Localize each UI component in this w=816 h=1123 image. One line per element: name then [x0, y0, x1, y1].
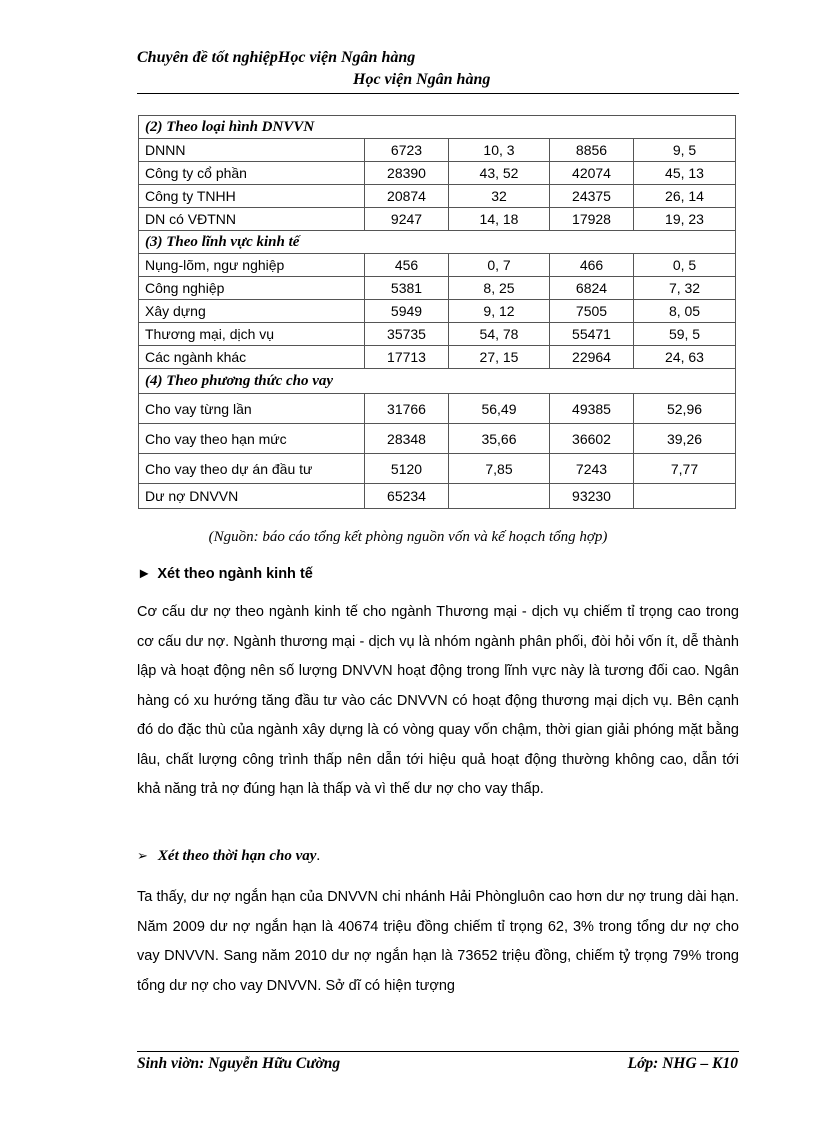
- cell: 52,96: [634, 394, 736, 424]
- row-label: Nụng-lõm, ngư nghiệp: [139, 254, 365, 277]
- body-paragraph: Cơ cấu dư nợ theo ngành kinh tế cho ngành Thương mại - dịch vụ chiếm tỉ trọng cao trong cơ cấu dư nợ. Ngành thương mại - dịch vụ là nhóm ngành phân phối, đòi hỏi vốn ít, dễ thành lập và hoạt động nên số lượng DNVVN hoạt động trong lĩnh vực này là tương đối cao. Ngân hàng có xu hướng tăng đầu tư vào các DNVVN có hoạt động thương mại dịch vụ. Bên cạnh đó do đặc thù của ngành xây dựng là có vòng quay vốn chậm, thời gian giải phóng mặt bằng lâu, chất lượng công trình thấp nên dẫn tới hiệu quả hoạt động thường không cao, dẫn tới khả năng trả nợ đúng hạn là thấp và vì thế dư nợ cho vay thấp.: [137, 604, 739, 797]
- table-row: [139, 346, 736, 369]
- cell: 43, 52: [449, 162, 550, 185]
- heading-period: .: [316, 848, 321, 864]
- cell: 7,77: [634, 454, 736, 484]
- cell: 7,85: [449, 454, 550, 484]
- row-label: Thương mại, dịch vụ: [139, 323, 365, 346]
- cell: 24375: [550, 185, 634, 208]
- footer-student: Sinh viờn: Nguyễn Hữu Cường: [137, 1055, 341, 1072]
- cell: [449, 484, 550, 509]
- cell: 5120: [365, 454, 449, 484]
- section-header-row: [139, 116, 736, 139]
- row-label: Cho vay theo hạn mức: [139, 424, 365, 454]
- cell: 8856: [550, 139, 634, 162]
- cell: 0, 7: [449, 254, 550, 277]
- row-label: Xây dựng: [139, 300, 365, 323]
- cell: 17713: [365, 346, 449, 369]
- row-label: Công nghiệp: [139, 277, 365, 300]
- cell: 8, 25: [449, 277, 550, 300]
- cell: 93230: [550, 484, 634, 509]
- cell: 56,49: [449, 394, 550, 424]
- table-row: [139, 254, 736, 277]
- cell: 31766: [365, 394, 449, 424]
- cell: 6723: [365, 139, 449, 162]
- cell: 54, 78: [449, 323, 550, 346]
- row-label: Cho vay theo dự án đầu tư: [139, 454, 365, 484]
- footer-class: Lớp: NHG – K10: [627, 1055, 738, 1072]
- cell: 65234: [365, 484, 449, 509]
- row-label: DN có VĐTNN: [139, 208, 365, 231]
- row-label: Công ty cổ phần: [139, 162, 365, 185]
- header-title-line2: Học viện Ngân hàng: [353, 71, 491, 88]
- cell: 7243: [550, 454, 634, 484]
- row-label: Dư nợ DNVVN: [139, 484, 365, 509]
- section-title: (2) Theo loại hình DNVVN: [139, 116, 736, 139]
- cell: 14, 18: [449, 208, 550, 231]
- section-header-row: [139, 369, 736, 394]
- cell: 10, 3: [449, 139, 550, 162]
- table-row: [139, 277, 736, 300]
- row-label: Công ty TNHH: [139, 185, 365, 208]
- cell: 456: [365, 254, 449, 277]
- cell: 45, 13: [634, 162, 736, 185]
- section-heading-text: Xét theo thời hạn cho vay: [157, 848, 317, 864]
- header-title-line1: Chuyên đề tốt nghiệpHọc viện Ngân hàng: [137, 49, 416, 66]
- table-total-row: [139, 484, 736, 509]
- cell: 35,66: [449, 424, 550, 454]
- table-row: [139, 424, 736, 454]
- table-row: [139, 162, 736, 185]
- table-row: [139, 185, 736, 208]
- cell: 28348: [365, 424, 449, 454]
- row-label: Các ngành khác: [139, 346, 365, 369]
- cell: 22964: [550, 346, 634, 369]
- row-label: DNNN: [139, 139, 365, 162]
- cell: 26, 14: [634, 185, 736, 208]
- section-title: (4) Theo phương thức cho vay: [139, 369, 736, 394]
- section-heading-text: Xét theo ngành kinh tế: [157, 566, 313, 582]
- section-header-row: [139, 231, 736, 254]
- cell: 28390: [365, 162, 449, 185]
- cell: 55471: [550, 323, 634, 346]
- cell: 6824: [550, 277, 634, 300]
- body-paragraph: Ta thấy, dư nợ ngắn hạn của DNVVN chi nhánh Hải Phòngluôn cao hơn dư nợ trung dài hạn. Năm 2009 dư nợ ngắn hạn là 40674 triệu đồng chiếm tỉ trọng 62, 3% trong tổng dư nợ cho vay DNVVN. Sang năm 2010 dư nợ ngắn hạn là 73652 triệu đồng, chiếm tỷ trọng 79% trong tổng dư nợ cho vay DNVVN. Sở dĩ có hiện tượng: [137, 889, 739, 994]
- cell: 20874: [365, 185, 449, 208]
- triangle-bullet-icon: ►: [137, 566, 152, 582]
- cell: 9, 12: [449, 300, 550, 323]
- cell: 39,26: [634, 424, 736, 454]
- cell: 27, 15: [449, 346, 550, 369]
- cell: 36602: [550, 424, 634, 454]
- table-row: [139, 323, 736, 346]
- cell: 17928: [550, 208, 634, 231]
- cell: 59, 5: [634, 323, 736, 346]
- footer-divider: [137, 1051, 739, 1052]
- cell: 32: [449, 185, 550, 208]
- row-label: Cho vay từng lần: [139, 394, 365, 424]
- cell: 24, 63: [634, 346, 736, 369]
- cell: 35735: [365, 323, 449, 346]
- table-row: [139, 208, 736, 231]
- cell: 5381: [365, 277, 449, 300]
- cell: 8, 05: [634, 300, 736, 323]
- cell: 5949: [365, 300, 449, 323]
- cell: 9, 5: [634, 139, 736, 162]
- loan-structure-table: [138, 115, 736, 509]
- cell: 42074: [550, 162, 634, 185]
- cell: 49385: [550, 394, 634, 424]
- cell: 466: [550, 254, 634, 277]
- cell: 0, 5: [634, 254, 736, 277]
- cell: 19, 23: [634, 208, 736, 231]
- table-row: [139, 300, 736, 323]
- arrow-bullet-icon: ➢: [137, 849, 148, 864]
- cell: 7, 32: [634, 277, 736, 300]
- section-heading-term: [137, 848, 320, 865]
- cell: [634, 484, 736, 509]
- table-row: [139, 454, 736, 484]
- header-divider: [137, 93, 739, 94]
- section-heading-industry: [137, 566, 313, 582]
- table-source-note: (Nguồn: báo cáo tổng kết phòng nguồn vốn và kế hoạch tổng hợp): [208, 529, 608, 545]
- table-row: [139, 139, 736, 162]
- cell: 7505: [550, 300, 634, 323]
- table-row: [139, 394, 736, 424]
- section-title: (3) Theo lĩnh vực kinh tế: [139, 231, 736, 254]
- cell: 9247: [365, 208, 449, 231]
